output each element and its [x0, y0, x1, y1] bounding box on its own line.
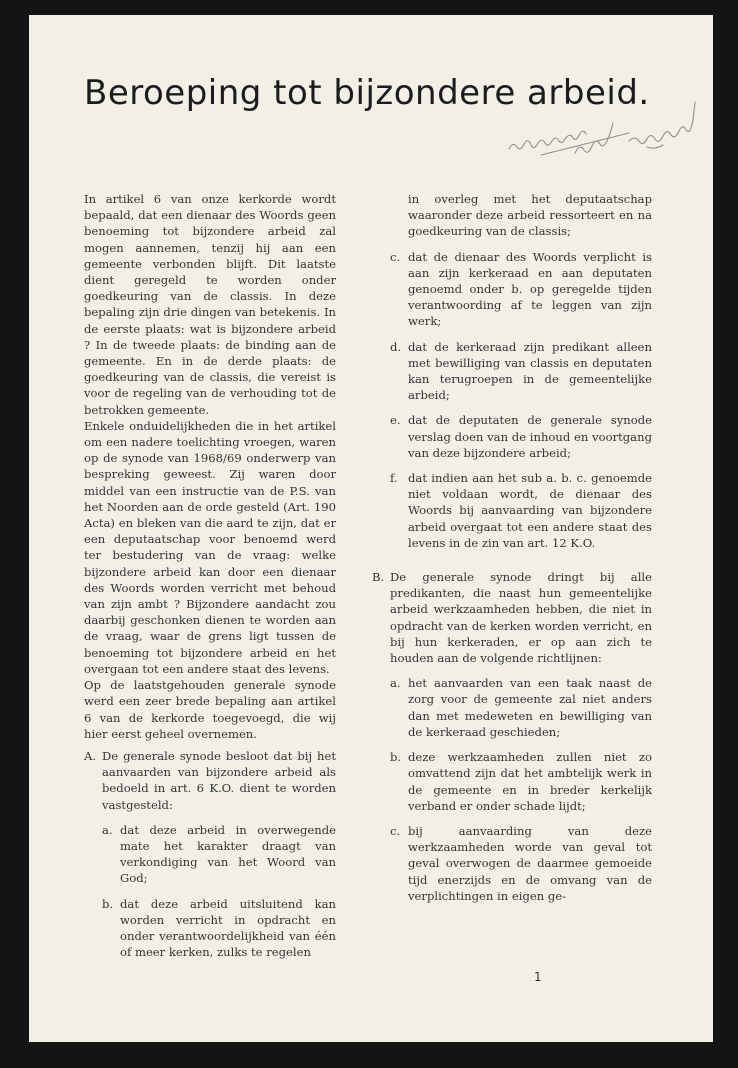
list-item — [372, 249, 652, 330]
list-item-label: f. — [390, 471, 398, 486]
list-item-label: c. — [390, 823, 401, 838]
list-item — [372, 675, 652, 740]
list-item-label: b. — [390, 750, 402, 765]
list-item-text: in overleg met het deputaatschap waaronder deze arbeid ressorteert en na goedkeuring van de classis; — [408, 192, 652, 239]
list-item-label: c. — [390, 249, 401, 264]
list-item-text: dat deze arbeid in overwegende mate het karakter draagt van verkondiging van het Woord van God; — [120, 822, 336, 886]
right-column — [372, 191, 652, 904]
list-item-label: a. — [102, 822, 113, 837]
paragraph: Op de laatstgehouden generale synode werd een zeer brede bepaling aan artikel 6 van de kerkorde toegevoegd, die wij hier eerst geheel overnemen. — [84, 678, 336, 741]
list-item — [372, 412, 652, 461]
list-item-label: b. — [102, 896, 114, 911]
list-item-text: dat de dienaar des Woords verplicht is aan zijn kerkeraad en aan deputaten genoemd onder b. op geregelde tijden verantwoording af te leggen van zijn werk; — [408, 249, 652, 329]
section-text: De generale synode besloot dat bij het aanvaarden van bijzondere arbeid als bedoeld in art. 6 K.O. dient te worden vastgesteld: — [102, 748, 336, 812]
list-item-label: a. — [390, 676, 401, 691]
list-item — [372, 339, 652, 404]
list-item-text: deze werkzaamheden zullen niet zo omvattend zijn dat het ambtelijk werk in de gemeente en in breder kerkelijk verband er onder schade lijdt; — [408, 750, 652, 813]
paragraph: In artikel 6 van onze kerkorde wordt bepaald, dat een dienaar des Woords geen benoeming tot bijzondere arbeid zal mogen aannemen, tenzij hij aan een gemeente verbonden blijft. Dit laatste dient geregeld te worden onder goedkeuring van de classis. In deze bepaling zijn drie dingen van betekenis. In de eerste plaats: wat is bijzondere arbeid ? In de tweede plaats: de binding aan de gemeente. En in de derde plaats: de goedkeuring van de classis, die vereist is voor de regeling van de verhouding tot de betrokken gemeente. — [84, 192, 336, 417]
list-item — [372, 749, 652, 814]
list-item-label: d. — [390, 339, 402, 354]
list-item — [102, 822, 336, 887]
list-item — [102, 896, 336, 961]
list-item-text: bij aanvaarding van deze werkzaamheden worde van geval tot geval overwogen de daarmee gemoeide tijd enerzijds en de omvang van de verplichtingen in eigen ge- — [408, 823, 652, 903]
list-item-text: dat de deputaten de generale synode verslag doen van de inhoud en voortgang van deze bijzondere arbeid; — [408, 413, 652, 460]
handwritten-note — [479, 97, 709, 167]
section-label: A. — [84, 748, 97, 763]
list-item-text: het aanvaarden van een taak naast de zorg voor de gemeente zal niet anders dan met medeweten en bewilliging van de kerkeraad geschieden; — [408, 676, 652, 739]
section-label: B. — [372, 570, 385, 585]
page-number: 1 — [534, 970, 542, 984]
paragraph: Enkele onduidelijkheden die in het artikel om een nadere toelichting vroegen, waren op de synode van 1968/69 onderwerp van bespreking geweest. Zij waren door middel van een instructie van de P.S. van het Noorden aan de orde gesteld (Art. 190 Acta) en bleken van die aard te zijn, dat er een deputaatschap voor benoemd werd ter bestudering van de vraag: welke bijzondere arbeid kan door een dienaar des Woords worden verricht met behoud van zijn ambt ? Bijzondere aandacht zou daarbij geschonken dienen te worden aan de vraag, waar de grens ligt tussen de benoeming tot bijzondere arbeid en het overgaan tot een andere staat des levens. — [84, 418, 336, 676]
list-item-text: dat de kerkeraad zijn predikant alleen met bewilliging van classis en deputaten kan terugroepen in de gemeentelijke arbeid; — [408, 339, 652, 403]
list-item — [372, 823, 652, 904]
list-item-text: dat deze arbeid uitsluitend kan worden verricht in opdracht en onder verantwoordelijkheid van één of meer kerken, zulks te regelen — [120, 896, 336, 960]
document-page — [29, 15, 713, 1042]
section-b — [372, 569, 652, 666]
page-title: Beroeping tot bijzondere arbeid. — [84, 73, 650, 113]
list-item-continuation — [372, 191, 652, 240]
list-item-label: e. — [390, 413, 401, 428]
left-column — [84, 191, 336, 960]
list-item-text: dat indien aan het sub a. b. c. genoemde niet voldaan wordt, de dienaar des Woords bij aanvaarding van bijzondere arbeid overgaat tot een andere staat des levens in de zin van art. 12 K.O. — [408, 471, 652, 550]
section-text: De generale synode dringt bij alle predikanten, die naast hun gemeentelijke arbeid werkzaamheden hebben, die niet in opdracht van de kerken worden verricht, en bij hun kerkeraden, er op aan zich te houden aan de volgende richtlijnen: — [390, 570, 652, 666]
list-item — [372, 470, 652, 551]
section-a — [84, 748, 336, 813]
